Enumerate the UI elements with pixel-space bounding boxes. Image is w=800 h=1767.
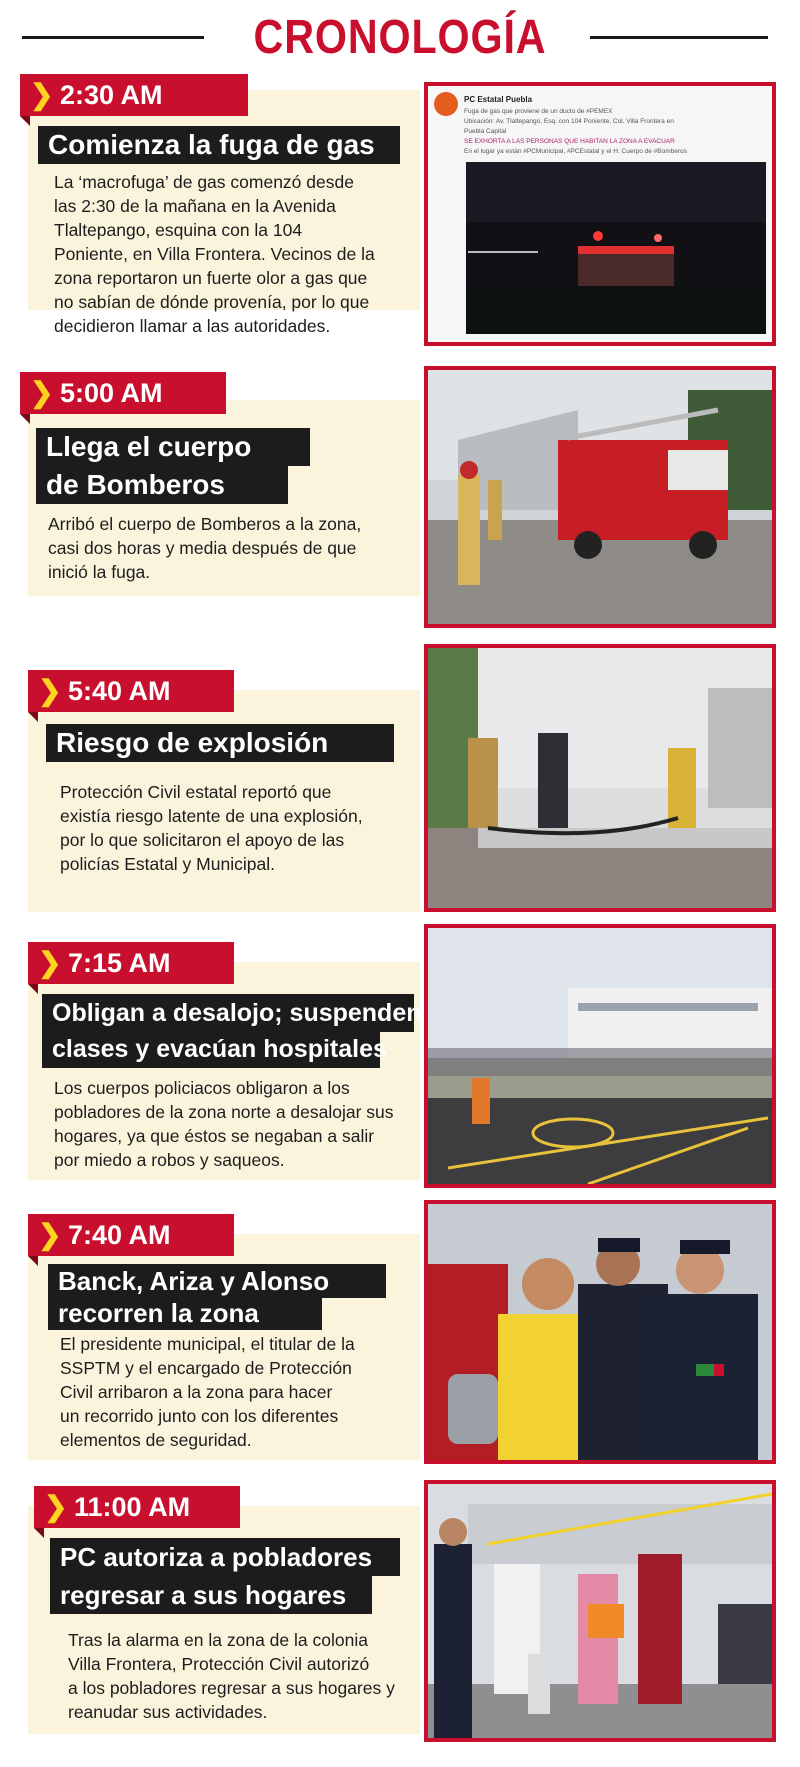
building-shape [568, 988, 772, 1058]
entry-body-line: SSPTM y el encargado de Protección [60, 1358, 352, 1378]
pc-logo-icon [434, 92, 458, 116]
tweet-line: SE EXHORTA A LAS PERSONAS QUE HABITAN LA ZONA A EVACUAR [464, 138, 675, 145]
entry-body-line: existía riesgo latente de una explosión, [60, 806, 363, 826]
chevron-right-icon: ❯ [38, 947, 62, 978]
firefighter-shape [668, 748, 696, 828]
entry-headline-line-1: Comienza la fuga de gas [38, 126, 400, 164]
resident-shape [638, 1554, 682, 1704]
entry-body-line: por lo que solicitaron el apoyo de las [60, 830, 345, 850]
ribbon-tail [34, 1528, 44, 1538]
entry-headline-line-2: de Bomberos [36, 466, 288, 504]
entry-body [60, 780, 416, 876]
firefighter-shape [538, 733, 568, 828]
entry-body-line: por miedo a robos y saqueos. [54, 1150, 285, 1170]
photo-svg [428, 928, 772, 1184]
photo-svg [428, 648, 772, 908]
entry-time-label: 2:30 AM [60, 80, 163, 110]
traffic-cone-shape [472, 1078, 490, 1124]
entry-time-label: 5:00 AM [60, 378, 163, 408]
resident-shape [578, 1574, 618, 1704]
entry-body [54, 170, 414, 338]
entry-headline-line-1: Riesgo de explosión [46, 724, 394, 762]
ribbon-tail [28, 1256, 38, 1266]
police-officer-shape [434, 1544, 472, 1738]
entry-body [68, 1628, 416, 1724]
entry-body-line: Protección Civil estatal reportó que [60, 782, 332, 802]
photo-officials-meeting [424, 1200, 776, 1464]
entry-body-line: inició la fuga. [48, 562, 151, 582]
entry-body-line: Arribó el cuerpo de Bomberos a la zona, [48, 514, 362, 534]
entry-headline-line-1: Llega el cuerpo [36, 428, 310, 466]
photo-svg [428, 370, 772, 624]
photo-fire-truck [424, 366, 776, 628]
entry-time-label: 5:40 AM [68, 676, 171, 706]
ribbon-tail [28, 984, 38, 994]
header-rule-right [590, 36, 768, 39]
firefighter-shape [458, 475, 480, 585]
entry-body-line: reanudar sus actividades. [68, 1702, 268, 1722]
entry-headline-line-1: PC autoriza a pobladores [50, 1538, 400, 1576]
timeline-entry-5 [0, 1214, 800, 1464]
entry-body-line: elementos de seguridad. [60, 1430, 252, 1450]
entry-body-line: las 2:30 de la mañana en la Avenida [54, 196, 336, 216]
entry-body-line: Villa Frontera, Protección Civil autorizó [68, 1654, 370, 1674]
entry-body-line: El presidente municipal, el titular de la [60, 1334, 355, 1354]
tweet-line: Fuga de gas que proviene de un ducto de #PEMEX [464, 108, 613, 115]
entry-body-line: un recorrido junto con los diferentes [60, 1406, 339, 1426]
entry-headline-line-2: regresar a sus hogares [50, 1576, 372, 1614]
entry-headline-line-1: Obligan a desalojo; suspenden [42, 994, 414, 1032]
entry-body-line: pobladores de la zona norte a desalojar sus [54, 1102, 394, 1122]
timeline-entry-6 [0, 1486, 800, 1761]
entry-headline-line-2: recorren la zona [48, 1296, 322, 1330]
entry-body-line: a los pobladores regresar a sus hogares y [68, 1678, 395, 1698]
timeline-entry-3 [0, 670, 800, 920]
entry-body-line: no sabían de dónde provenía, por lo que [54, 292, 370, 312]
entry-body [60, 1332, 416, 1452]
entry-body-line: La ‘macrofuga’ de gas comenzó desde [54, 172, 354, 192]
photo-svg [428, 1204, 772, 1460]
entry-body-line: Civil arribaron a la zona para hacer [60, 1382, 333, 1402]
entry-time-label: 11:00 AM [74, 1492, 191, 1522]
photo-residents-returning [424, 1480, 776, 1742]
entry-body-line: hogares, ya que éstos se negaban a salir [54, 1126, 375, 1146]
header [0, 0, 800, 78]
tweet-account: PC Estatal Puebla [464, 95, 533, 104]
tweet-line: Ubicación: Av. Tlaltepango, Esq. con 104 Poniente, Col. Villa Frontera en [464, 118, 674, 125]
chevron-right-icon: ❯ [38, 675, 62, 706]
firefighter-shape [468, 738, 498, 828]
tweet-screenshot [424, 82, 776, 346]
timeline-entry-2 [0, 372, 800, 612]
ribbon-tail [20, 116, 30, 126]
chevron-right-icon: ❯ [30, 79, 54, 110]
child-shape [528, 1654, 550, 1714]
entry-body-line: decidieron llamar a las autoridades. [54, 316, 331, 336]
entry-body-line: Tras la alarma en la zona de la colonia [68, 1630, 368, 1650]
entry-body [54, 1076, 416, 1172]
entry-body-line: casi dos horas y media después de que [48, 538, 357, 558]
timeline-entry-4 [0, 942, 800, 1192]
entry-time [20, 372, 226, 414]
entry-headline-line-2: clases y evacúan hospitales [42, 1030, 380, 1068]
timeline-entry-1 [0, 74, 800, 336]
page-title: CRONOLOGÍA [253, 11, 547, 64]
chevron-right-icon: ❯ [38, 1219, 62, 1250]
photo-evacuation-street [424, 924, 776, 1188]
crowd-shape [428, 1048, 772, 1076]
entry-body [48, 512, 418, 584]
chevron-right-icon: ❯ [30, 377, 54, 408]
tweet-line: Puebla Capital [464, 128, 507, 135]
entry-time [34, 1486, 240, 1528]
photo-svg [428, 1484, 772, 1738]
official-shape [648, 1294, 758, 1460]
chevron-right-icon: ❯ [44, 1491, 68, 1522]
entry-time [20, 74, 248, 116]
entry-time [28, 1214, 234, 1256]
entry-headline-line-1: Banck, Ariza y Alonso [48, 1264, 386, 1298]
entry-body-line: policías Estatal y Municipal. [60, 854, 275, 874]
entry-body-line: Los cuerpos policiacos obligaron a los [54, 1078, 350, 1098]
air-tank-shape [448, 1374, 498, 1444]
tweet-line: En el lugar ya están #PCMunicipal, #PCEstatal y el H. Cuerpo de #Bomberos [464, 148, 687, 155]
tweet-svg [428, 86, 772, 342]
entry-body-line: Poniente, en Villa Frontera. Vecinos de la [54, 244, 375, 264]
ribbon-tail [20, 414, 30, 424]
entry-time-label: 7:40 AM [68, 1220, 171, 1250]
entry-time [28, 670, 234, 712]
entry-body-line: Tlaltepango, esquina con la 104 [54, 220, 303, 240]
entry-time-label: 7:15 AM [68, 948, 171, 978]
entry-body-line: zona reportaron un fuerte olor a gas que [54, 268, 368, 288]
entry-time [28, 942, 234, 984]
ribbon-tail [28, 712, 38, 722]
photo-firefighters-hoses [424, 644, 776, 912]
